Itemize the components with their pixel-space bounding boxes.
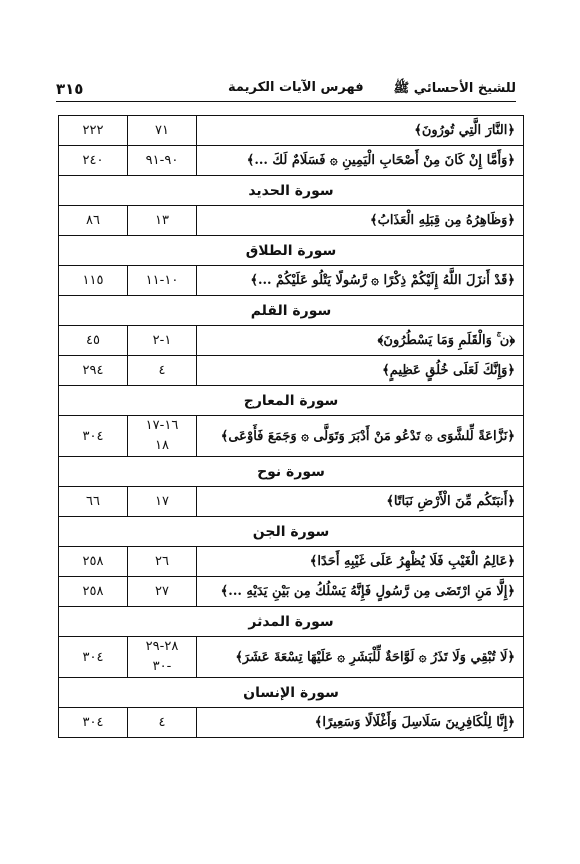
verse-row — [59, 266, 524, 296]
verse-number: ٩٠-٩١ — [128, 146, 197, 176]
surah-heading-row — [59, 607, 524, 637]
verse-row — [59, 146, 524, 176]
surah-heading-row — [59, 678, 524, 708]
verse-number-line: ٢٨-٢٩ — [145, 639, 179, 654]
verse-number-line: ١٨ — [155, 438, 169, 453]
verse-number-line: -٣٠ — [152, 659, 172, 674]
page-reference: ٢٩٤ — [59, 356, 128, 386]
surah-name: سورة الطلاق — [59, 236, 524, 266]
section-title: فهرس الآيات الكريمة — [228, 80, 364, 95]
surah-name: سورة القلم — [59, 296, 524, 326]
surah-name: سورة الحديد — [59, 176, 524, 206]
page-reference: ٢٥٨ — [59, 547, 128, 577]
verse-text: ﴿وَأَمَّا إِنْ كَانَ مِنْ أَصْحَابِ الْيَمِينِ ۞ فَسَلَامٌ لَكَ ...﴾ — [197, 146, 524, 176]
surah-name: سورة نوح — [59, 457, 524, 487]
surah-name: سورة الإنسان — [59, 678, 524, 708]
surah-name: سورة المعارج — [59, 386, 524, 416]
verse-number: ٤ — [128, 356, 197, 386]
verse-number: ١-٢ — [128, 326, 197, 356]
verse-number: ١٣ — [128, 206, 197, 236]
verse-text: ﴿وَظَاهِرُهُ مِن قِبَلِهِ الْعَذَابُ﴾ — [197, 206, 524, 236]
page-header — [56, 72, 516, 102]
verse-number: ١٠-١١ — [128, 266, 197, 296]
page-reference: ٣٠٤ — [59, 708, 128, 738]
verse-row — [59, 356, 524, 386]
book-author: للشيخ الأحسائي ﷺ — [393, 81, 516, 96]
surah-heading-row — [59, 176, 524, 206]
verse-row — [59, 708, 524, 738]
verse-text: ﴿وَإِنَّكَ لَعَلَى خُلُقٍ عَظِيمٍ﴾ — [197, 356, 524, 386]
page-reference: ٢٢٢ — [59, 116, 128, 146]
verse-number: ١٧ — [128, 487, 197, 517]
surah-name: سورة المدثر — [59, 607, 524, 637]
verse-number: ٢٧ — [128, 577, 197, 607]
header-rule — [56, 101, 516, 102]
verse-text: ﴿أَنبَتَكُم مِّنَ الْأَرْضِ نَبَاتًا﴾ — [197, 487, 524, 517]
verse-number: ٢٦ — [128, 547, 197, 577]
verse-row — [59, 206, 524, 236]
surah-heading-row — [59, 457, 524, 487]
verse-row — [59, 487, 524, 517]
surah-heading-row — [59, 236, 524, 266]
verse-text: ﴿إِلَّا مَنِ ارْتَضَى مِن رَّسُولٍ فَإِنَّهُ يَسْلُكُ مِن بَيْنِ يَدَيْهِ ...﴾ — [197, 577, 524, 607]
verse-row — [59, 637, 524, 678]
verse-row — [59, 416, 524, 457]
verse-text: ﴿قَدْ أَنزَلَ اللَّهُ إِلَيْكُمْ ذِكْرًا ۞ رَّسُولًا يَتْلُو عَلَيْكُمْ ...﴾ — [197, 266, 524, 296]
page-number: ٣١٥ — [56, 80, 84, 98]
verse-text: ﴿إِنَّا لِلْكَافِرِينَ سَلَاسِلَ وَأَغْلَالًا وَسَعِيرًا﴾ — [197, 708, 524, 738]
verse-text: ﴿لَا تُبْقِي وَلَا تَذَرُ ۞ لَوَّاحَةٌ لِّلْبَشَرِ ۞ عَلَيْهَا تِسْعَةَ عَشَرَ﴾ — [197, 637, 524, 678]
page-reference: ٨٦ — [59, 206, 128, 236]
verse-number — [128, 416, 197, 457]
surah-heading-row — [59, 517, 524, 547]
verse-number: ٤ — [128, 708, 197, 738]
page-reference: ٢٥٨ — [59, 577, 128, 607]
surah-heading-row — [59, 296, 524, 326]
page-reference: ٣٠٤ — [59, 416, 128, 457]
verse-text: ﴿عَالِمُ الْغَيْبِ فَلَا يُظْهِرُ عَلَى غَيْبِهِ أَحَدًا﴾ — [197, 547, 524, 577]
verse-number — [128, 637, 197, 678]
page-reference: ١١٥ — [59, 266, 128, 296]
verse-row — [59, 577, 524, 607]
verse-number: ٧١ — [128, 116, 197, 146]
verse-row — [59, 116, 524, 146]
verse-text: ﴿ن ۚ وَالْقَلَمِ وَمَا يَسْطُرُونَ﴾ — [197, 326, 524, 356]
surah-heading-row — [59, 386, 524, 416]
verse-index-table — [58, 115, 524, 738]
verse-number-line: ١٦-١٧ — [145, 418, 179, 433]
page-reference: ٢٤٠ — [59, 146, 128, 176]
page-reference: ٣٠٤ — [59, 637, 128, 678]
surah-name: سورة الجن — [59, 517, 524, 547]
verse-row — [59, 547, 524, 577]
page-reference: ٤٥ — [59, 326, 128, 356]
verse-row — [59, 326, 524, 356]
page-reference: ٦٦ — [59, 487, 128, 517]
verse-text: ﴿النَّارَ الَّتِي تُورُونَ﴾ — [197, 116, 524, 146]
verse-text: ﴿نَزَّاعَةً لِّلشَّوَى ۞ تَدْعُو مَنْ أَدْبَرَ وَتَوَلَّى ۞ وَجَمَعَ فَأَوْعَى﴾ — [197, 416, 524, 457]
